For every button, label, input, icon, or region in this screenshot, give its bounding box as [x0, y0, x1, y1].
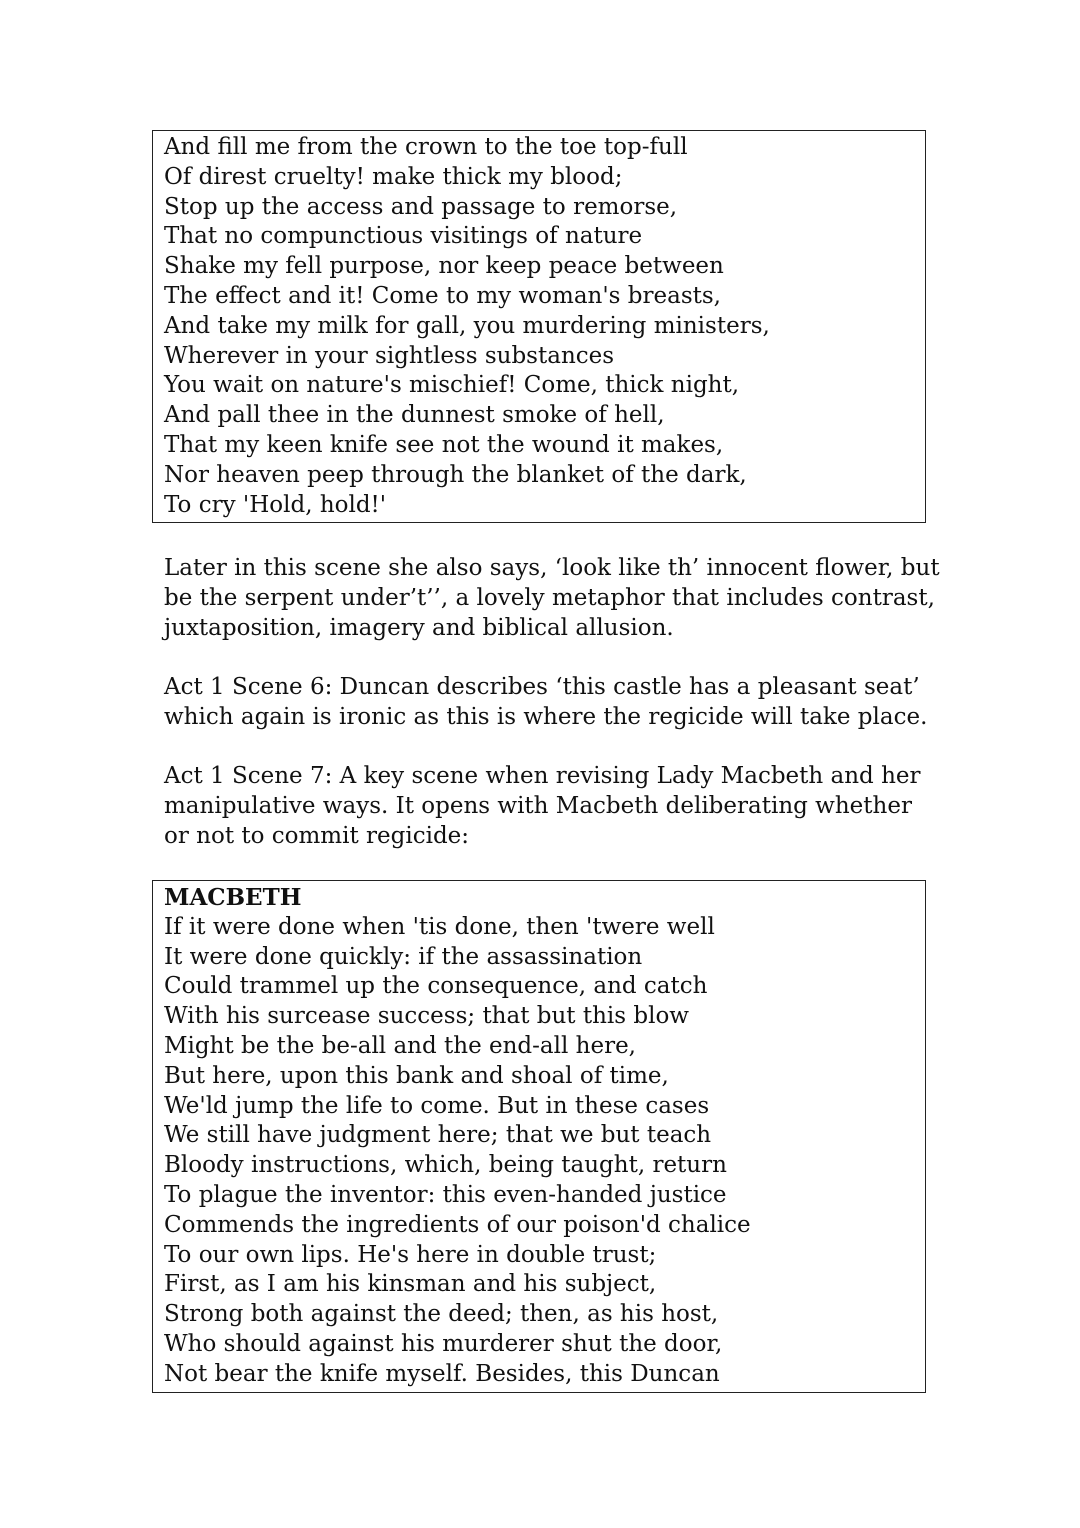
quote-line: The effect and it! Come to my woman's breasts,	[164, 282, 721, 309]
quote-line: Could trammel up the consequence, and catch	[164, 973, 708, 1000]
quote-line: Shake my fell purpose, nor keep peace between	[164, 253, 724, 280]
quote-line: And take my milk for gall, you murdering ministers,	[164, 312, 770, 339]
quote-line: And pall thee in the dunnest smoke of hell,	[164, 402, 665, 429]
quote-line: Not bear the knife myself. Besides, this Duncan	[164, 1360, 720, 1387]
quote-line: Might be the be-all and the end-all here,	[164, 1032, 636, 1059]
quote-line: Strong both against the deed; then, as his host,	[164, 1301, 719, 1328]
speaker-name: MACBETH	[164, 884, 302, 911]
quote-line: That my keen knife see not the wound it makes,	[164, 431, 724, 458]
quote-box-macbeth	[152, 880, 926, 1393]
quote-line: That no compunctious visitings of nature	[164, 223, 643, 250]
quote-line: Nor heaven peep through the blanket of the dark,	[164, 461, 747, 488]
quote-line: Stop up the access and passage to remorse,	[164, 193, 678, 220]
quote-line: If it were done when 'tis done, then 'twere well	[164, 913, 715, 940]
quote-line: To plague the inventor: this even-handed justice	[164, 1181, 727, 1208]
quote-line: With his surcease success; that but this blow	[164, 1003, 689, 1030]
quote-line: It were done quickly: if the assassination	[164, 943, 643, 970]
quote-line: Wherever in your sightless substances	[164, 342, 615, 369]
quote-line: To our own lips. He's here in double trust;	[164, 1241, 657, 1268]
quote-line: Bloody instructions, which, being taught, return	[164, 1152, 727, 1179]
quote-line: Of direst cruelty! make thick my blood;	[164, 163, 623, 190]
quote-line: To cry 'Hold, hold!'	[164, 491, 387, 518]
quote-line: We still have judgment here; that we but teach	[164, 1122, 712, 1149]
quote-line: Who should against his murderer shut the door,	[164, 1330, 723, 1357]
paragraph-later-in-scene: Later in this scene she also says, ‘look like th’ innocent flower, but be the serpent under’t’’, a lovely metaphor that includes contrast, juxtaposition, imagery and biblical allusion.	[164, 555, 940, 641]
quote-box-lady-macbeth	[152, 130, 926, 523]
quote-line: And fill me from the crown to the toe top-full	[164, 134, 688, 160]
quote-line: First, as I am his kinsman and his subject,	[164, 1271, 657, 1298]
paragraph-act1-scene7: Act 1 Scene 7: A key scene when revising Lady Macbeth and her manipulative ways. It opens with Macbeth deliberating whether or not to commit regicide:	[164, 763, 921, 849]
quote-line: We'ld jump the life to come. But in these cases	[164, 1092, 710, 1119]
quote-line: Commends the ingredients of our poison'd chalice	[164, 1211, 751, 1238]
quote-line: You wait on nature's mischief! Come, thick night,	[164, 372, 740, 399]
paragraph-act1-scene6: Act 1 Scene 6: Duncan describes ‘this castle has a pleasant seat’ which again is ironic as this is where the regicide will take place.	[164, 674, 928, 730]
quote-line: But here, upon this bank and shoal of time,	[164, 1062, 669, 1089]
